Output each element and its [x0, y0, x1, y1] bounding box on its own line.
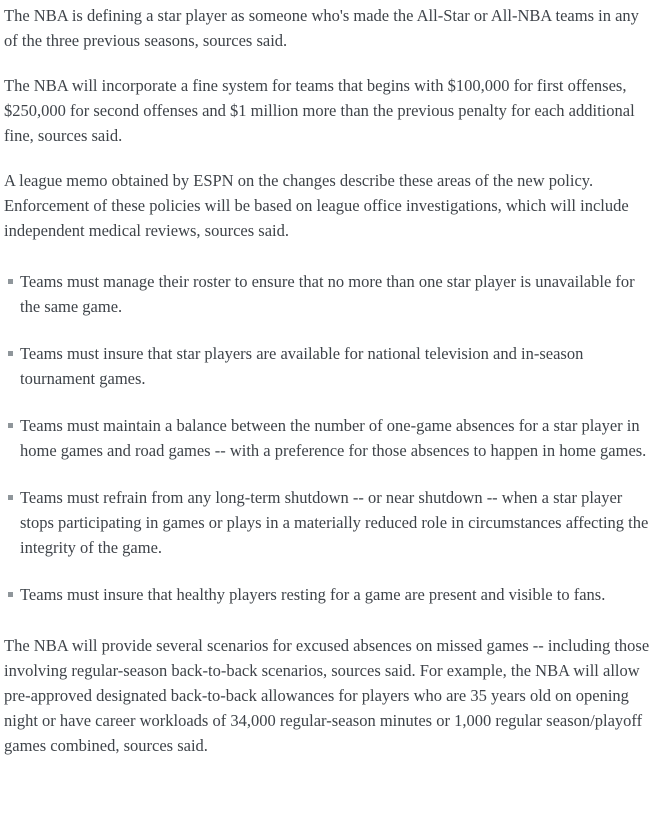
- policy-list: [4, 269, 650, 607]
- list-item-text: Teams must insure that healthy players resting for a game are present and visible to fans.: [20, 585, 606, 604]
- paragraph: The NBA will incorporate a fine system for teams that begins with $100,000 for first offenses, $250,000 for second offenses and $1 million more than the previous penalty for each additional fine, sources said.: [4, 76, 635, 145]
- list-item-text: Teams must refrain from any long-term shutdown -- or near shutdown -- when a star player stops participating in games or plays in a materially reduced role in circumstances affecting the integrity of the game.: [20, 488, 649, 557]
- paragraph: The NBA is defining a star player as someone who's made the All-Star or All-NBA teams in any of the three previous seasons, sources said.: [4, 6, 639, 50]
- list-item-text: Teams must maintain a balance between the number of one-game absences for a star player in home games and road games -- with a preference for those absences to happen in home games.: [20, 416, 647, 460]
- list-item: [4, 341, 650, 391]
- list-item-text: Teams must manage their roster to ensure that no more than one star player is unavailable for the same game.: [20, 272, 635, 316]
- bullet-square-icon: [8, 592, 13, 597]
- paragraphs-top: [4, 3, 650, 243]
- list-item: [4, 485, 650, 560]
- paragraphs-bottom: [4, 633, 650, 758]
- bullet-square-icon: [8, 351, 13, 356]
- bullet-square-icon: [8, 279, 13, 284]
- bullet-square-icon: [8, 423, 13, 428]
- bullet-square-icon: [8, 495, 13, 500]
- list-item: [4, 269, 650, 319]
- list-item: [4, 582, 650, 607]
- paragraph: A league memo obtained by ESPN on the changes describe these areas of the new policy. Enforcement of these policies will be based on league office investigations, which will include independent medical reviews, sources said.: [4, 171, 629, 240]
- list-item: [4, 413, 650, 463]
- list-item-text: Teams must insure that star players are available for national television and in-season tournament games.: [20, 344, 584, 388]
- paragraph: The NBA will provide several scenarios for excused absences on missed games -- including those involving regular-season back-to-back scenarios, sources said. For example, the NBA will allow pre-approved designated back-to-back allowances for players who are 35 years old on opening night or have career workloads of 34,000 regular-season minutes or 1,000 regular season/playoff games combined, sources said.: [4, 636, 650, 755]
